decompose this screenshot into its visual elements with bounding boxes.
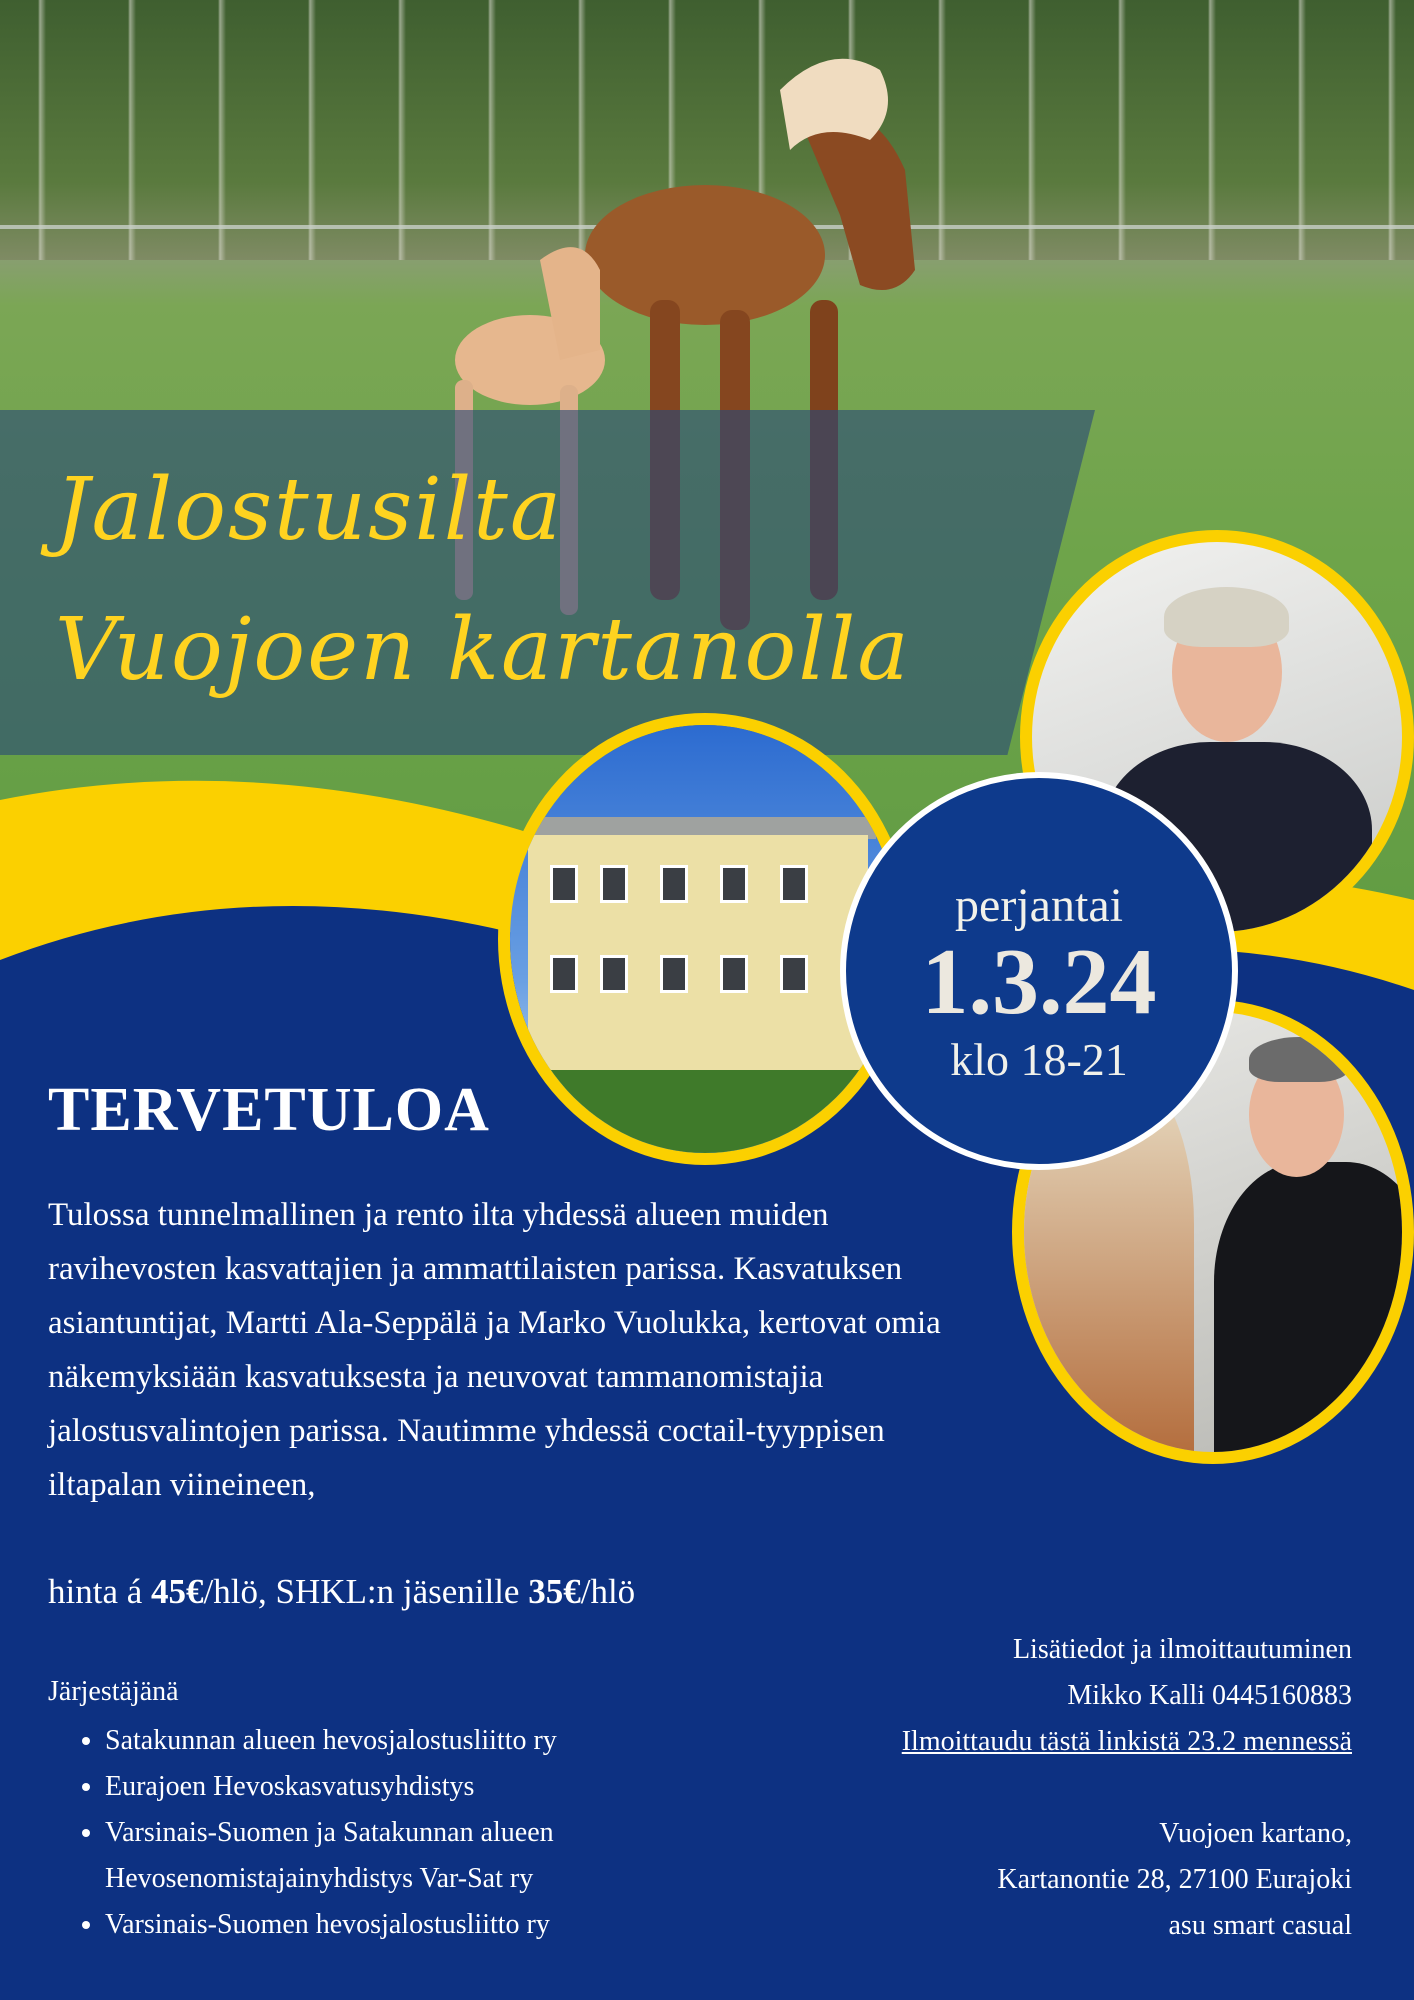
price-main: 45€: [151, 1572, 204, 1611]
info-block: [732, 1627, 1352, 1949]
venue-address: Kartanontie 28, 27100 Eurajoki: [997, 1864, 1352, 1895]
organizers-list: [48, 1718, 745, 1948]
price-line: [48, 1572, 635, 1612]
event-date: 1.3.24: [921, 930, 1157, 1034]
organizer-item: • Eurajoen Hevoskasvatusyhdistys: [105, 1764, 745, 1810]
dress-code: asu smart casual: [1168, 1910, 1352, 1941]
organizer-item: • Varsinais-Suomen ja Satakunnan alueen Hevosenomistajainyhdistys Var-Sat ry: [105, 1810, 745, 1902]
registration-link[interactable]: Ilmoittaudu tästä linkistä 23.2 mennessä: [901, 1726, 1352, 1757]
event-day: perjantai: [955, 879, 1123, 932]
price-member: 35€: [528, 1572, 581, 1611]
date-badge: [840, 772, 1238, 1170]
event-time: klo 18-21: [950, 1034, 1128, 1085]
price-prefix: hinta á: [48, 1572, 152, 1611]
organizers-title: Järjestäjänä: [48, 1676, 179, 1707]
title-line-2: Vuojoen kartanolla: [55, 600, 911, 700]
info-heading: Lisätiedot ja ilmoittautuminen: [1012, 1634, 1352, 1665]
organizer-item: • Satakunnan alueen hevosjalostusliitto ry: [105, 1718, 745, 1764]
event-title: [55, 440, 1055, 720]
venue-name: Vuojoen kartano,: [1159, 1818, 1352, 1849]
welcome-heading: TERVETULOA: [48, 1076, 490, 1144]
price-suffix: /hlö: [580, 1572, 636, 1611]
intro-text: Tulossa tunnelmallinen ja rento ilta yhdessä alueen muiden ravihevosten kasvattajien ja ammattilaisten parissa. Kasvatuksen asiantuntijat, Martti Ala-Seppälä ja Marko Vuolukka, kertovat omia näkemyksiään kasvatuksesta ja neuvovat tammanomistajia jalostusvalintojen parissa. Nautimme yhdessä coctail-tyyppisen iltapalan viineineen,: [48, 1197, 941, 1503]
organizer-item: • Varsinais-Suomen hevosjalostusliitto ry: [105, 1902, 745, 1948]
title-line-1: Jalostusilta: [55, 460, 564, 560]
contact-person: Mikko Kalli 0445160883: [1067, 1680, 1352, 1711]
price-middle: /hlö, SHKL:n jäsenille: [203, 1572, 529, 1611]
